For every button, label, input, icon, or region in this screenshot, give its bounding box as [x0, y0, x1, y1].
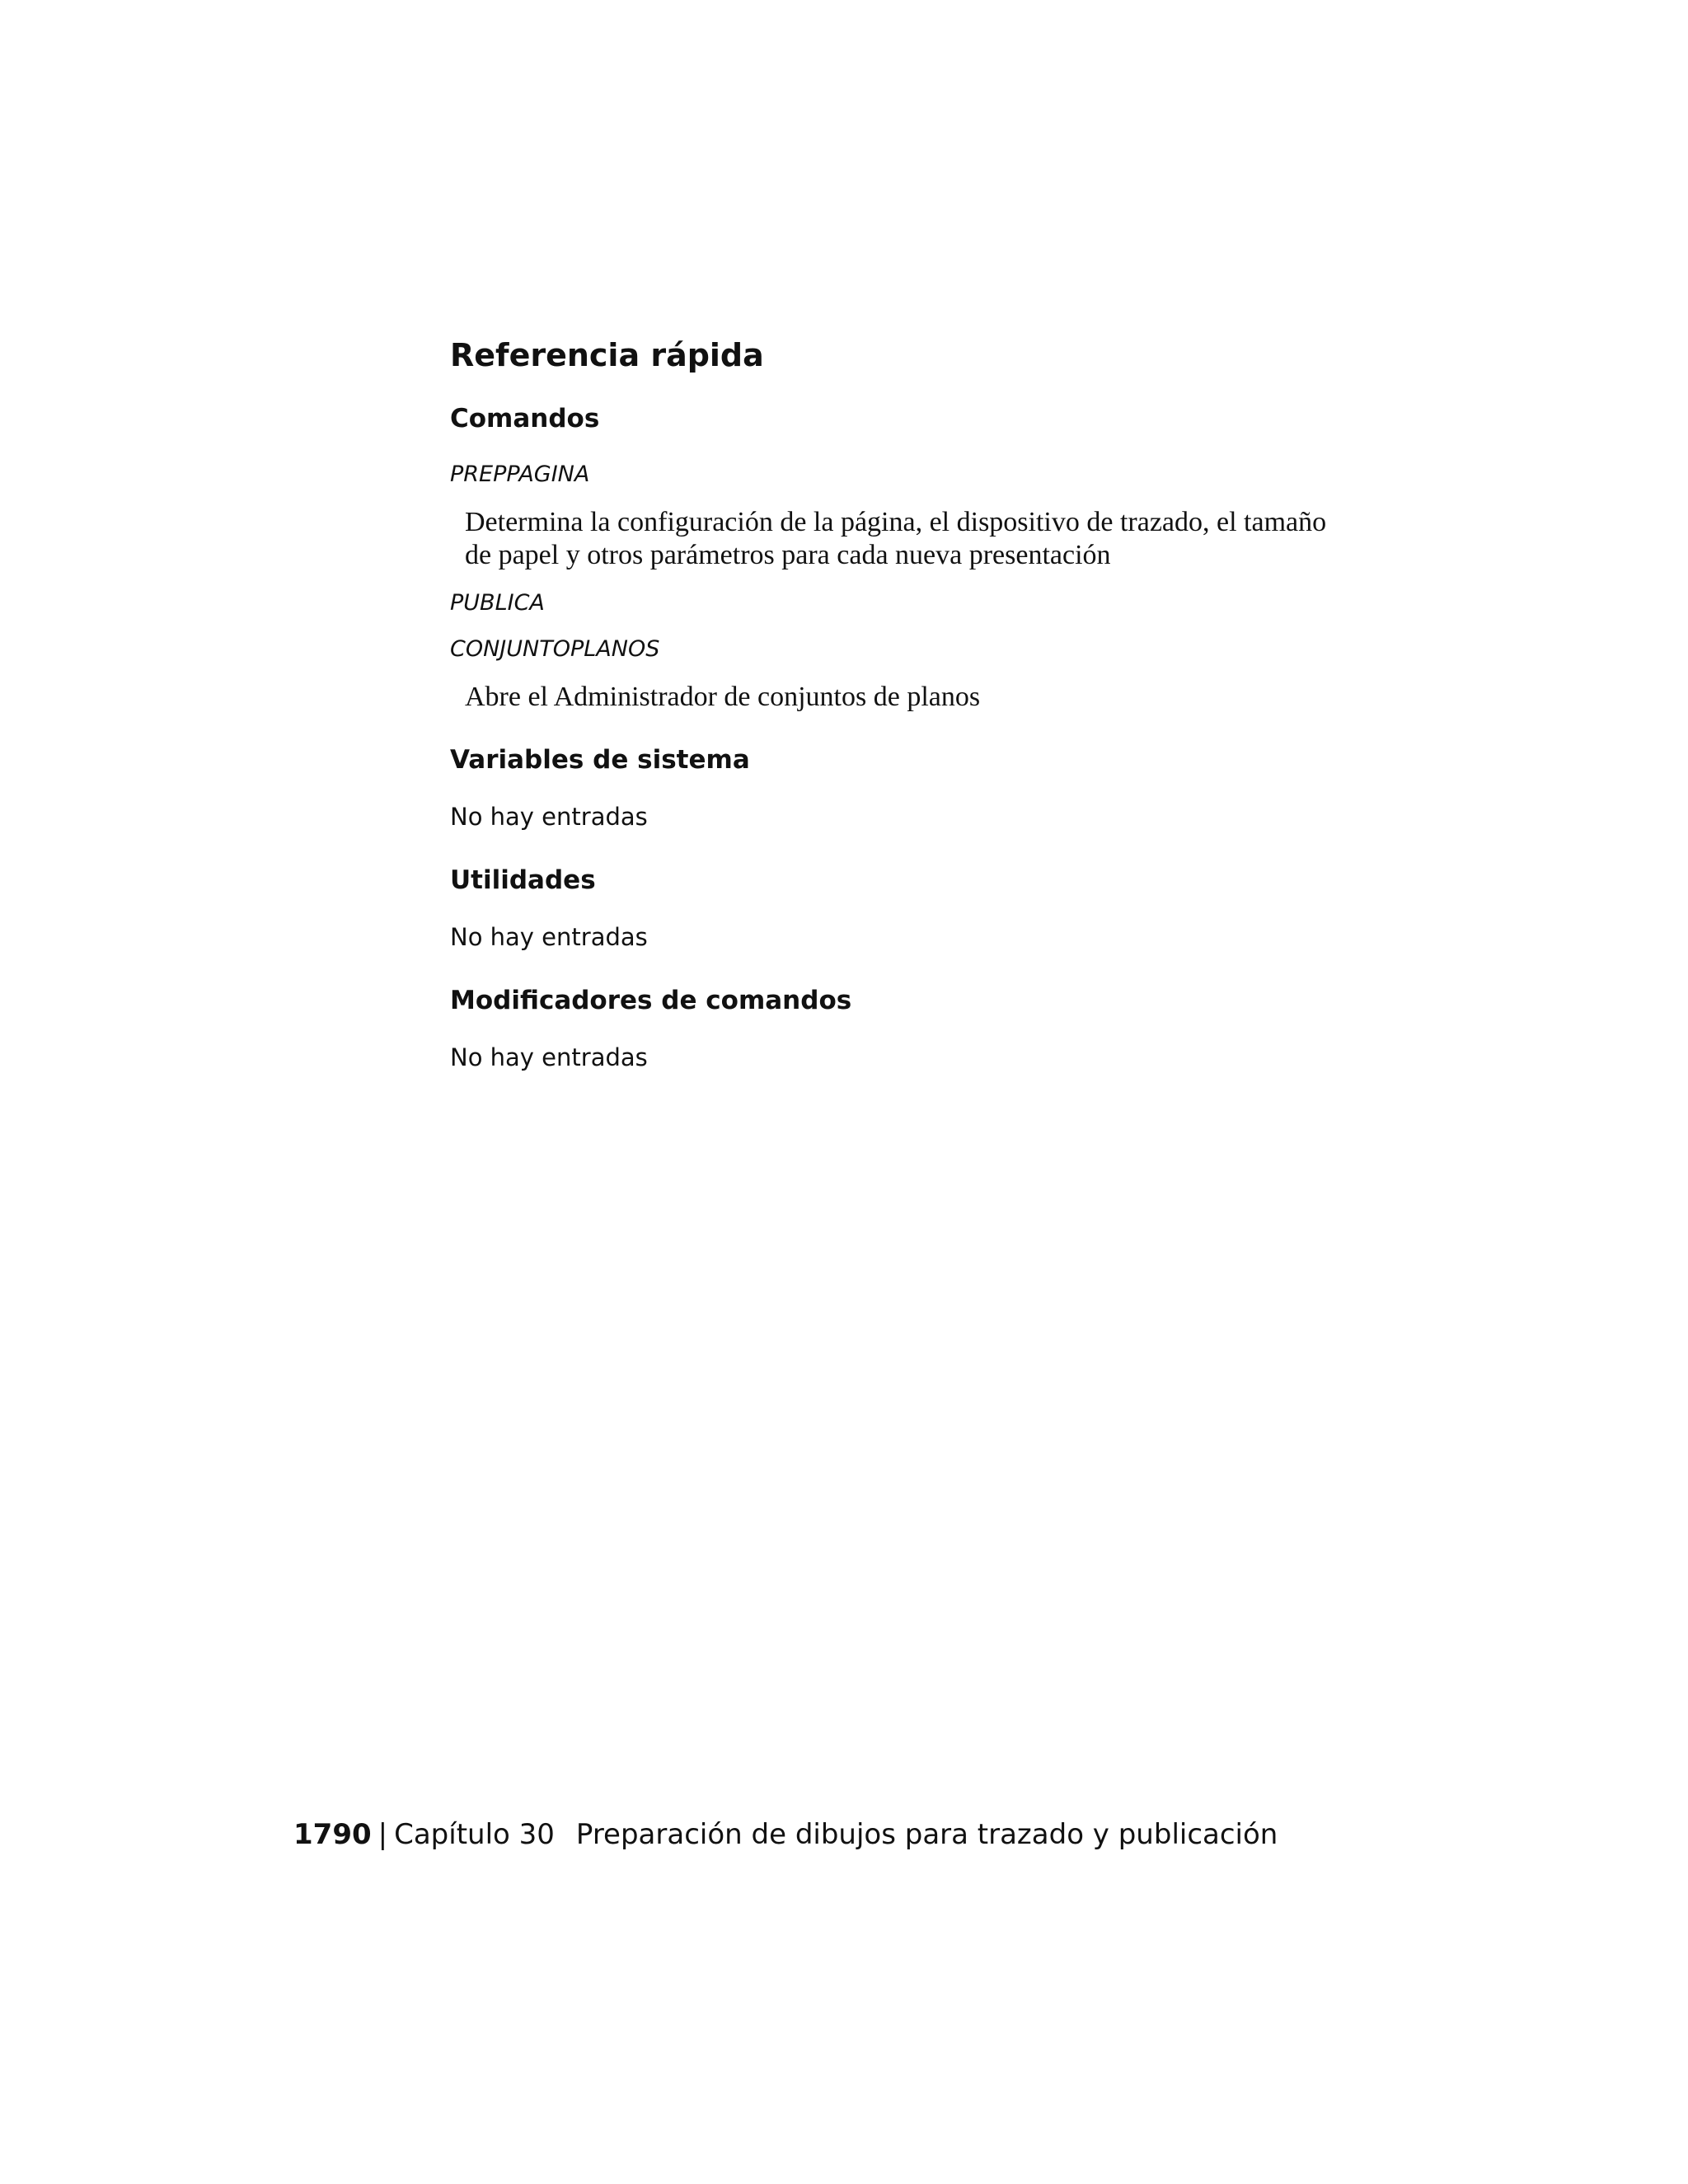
command-description-conjuntoplanos: Abre el Administrador de conjuntos de planos	[465, 682, 981, 712]
utilities-heading: Utilidades	[450, 865, 596, 895]
system-variables-text: No hay entradas	[450, 803, 648, 831]
command-modifiers-heading: Modificadores de comandos	[450, 986, 852, 1015]
command-modifiers-text: No hay entradas	[450, 1043, 648, 1071]
commands-heading: Comandos	[450, 404, 600, 434]
footer-separator: |	[377, 1818, 388, 1851]
footer-chapter: Capítulo 30	[394, 1818, 555, 1851]
command-description-preppagina: Determina la configuración de la página, el dispositivo de trazado, el tamaño de papel y otros parámetros para cada nueva presentación	[465, 507, 1327, 570]
page-number: 1790	[293, 1818, 372, 1851]
quick-reference-section	[450, 336, 1357, 1104]
utilities-text: No hay entradas	[450, 923, 648, 951]
section-title: Referencia rápida	[450, 337, 764, 373]
command-name-conjuntoplanos: CONJUNTOPLANOS	[450, 636, 660, 662]
footer-chapter-title: Preparación de dibujos para trazado y publicación	[575, 1818, 1278, 1851]
page-footer	[293, 1816, 1278, 1853]
system-variables-heading: Variables de sistema	[450, 745, 750, 775]
command-name-preppagina: PREPPAGINA	[450, 462, 590, 487]
command-name-publica: PUBLICA	[450, 590, 545, 616]
